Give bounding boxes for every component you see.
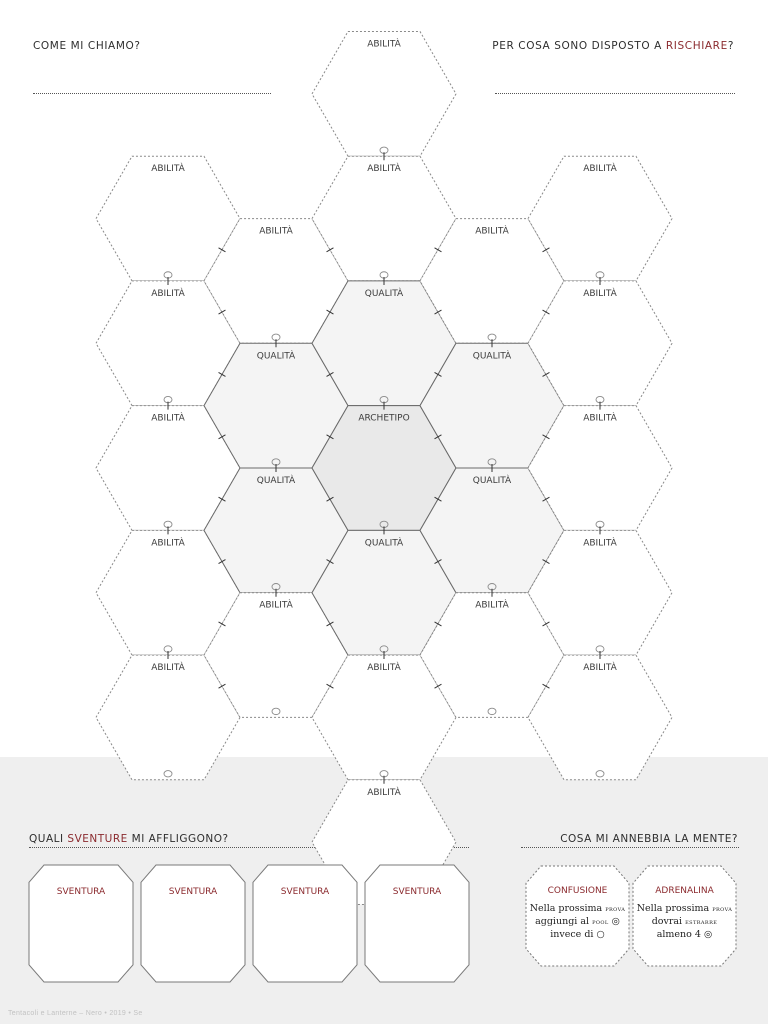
hex-grid (96, 32, 672, 905)
misfortune-slot[interactable] (29, 865, 133, 982)
mind-title: COSA MI ANNEBBIA LA MENTE? (560, 833, 738, 845)
condition-text-line: almeno 4 ◎ (656, 929, 713, 940)
condition-text-line: aggiungi al pool ◎ (535, 916, 620, 927)
hex-label: ABILITÀ (475, 226, 509, 237)
hex-label: ABILITÀ (583, 288, 617, 299)
condition-title: ADRENALINA (655, 886, 714, 896)
hex-label: ABILITÀ (259, 226, 293, 237)
hex-label: QUALITÀ (364, 288, 404, 299)
ability-hex[interactable] (312, 32, 456, 157)
risk-prompt-highlight: RISCHIARE (665, 40, 728, 52)
hex-label: QUALITÀ (472, 476, 512, 486)
condition-title: CONFUSIONE (547, 886, 608, 896)
misfortune-slots (29, 865, 469, 982)
hex-label: ABILITÀ (367, 663, 401, 674)
hex-label: ABILITÀ (475, 600, 509, 611)
hex-label: QUALITÀ (256, 476, 296, 486)
misfortune-label: SVENTURA (392, 887, 442, 897)
hex-label: ABILITÀ (151, 413, 185, 424)
hex-label: ABILITÀ (367, 164, 401, 175)
hex-label: ABILITÀ (367, 787, 401, 798)
hex-label: ABILITÀ (151, 663, 185, 674)
hex-label: ABILITÀ (259, 600, 293, 611)
misfortune-slot[interactable] (253, 865, 357, 982)
condition-text-line: dovrai estrarre (651, 916, 718, 927)
footer-note: Tentacoli e Lanterne – Nero • 2019 • Se (8, 1010, 143, 1017)
hex-label: ABILITÀ (367, 39, 401, 50)
hex-label: ABILITÀ (583, 538, 617, 549)
hex-label: ABILITÀ (583, 164, 617, 175)
condition-text-line: Nella prossima prova (636, 903, 733, 914)
hex-label: ABILITÀ (583, 663, 617, 674)
condition-adrenalina[interactable] (633, 866, 736, 966)
hex-label: ABILITÀ (151, 538, 185, 549)
hex-label: ABILITÀ (151, 164, 185, 175)
misfortunes-title: QUALI SVENTURE MI AFFLIGGONO? (29, 833, 229, 845)
misfortune-label: SVENTURA (280, 887, 330, 897)
hex-label: QUALITÀ (256, 351, 296, 362)
name-prompt: COME MI CHIAMO? (33, 40, 141, 52)
hex-label: ABILITÀ (151, 288, 185, 299)
misfortune-label: SVENTURA (56, 887, 106, 897)
risk-prompt: PER COSA SONO DISPOSTO A RISCHIARE? (492, 40, 734, 52)
hex-label: ARCHETIPO (358, 413, 410, 424)
misfortune-slot[interactable] (365, 865, 469, 982)
condition-text-line: Nella prossima prova (529, 903, 626, 914)
condition-confusione[interactable] (526, 866, 629, 966)
misfortune-slot[interactable] (141, 865, 245, 982)
misfortunes-title-highlight: SVENTURE (67, 833, 128, 845)
condition-text-line: invece di ○ (550, 929, 605, 940)
hex-label: ABILITÀ (583, 413, 617, 424)
hex-label: QUALITÀ (472, 351, 512, 362)
hex-label: QUALITÀ (364, 538, 404, 549)
mind-conditions (526, 866, 736, 966)
misfortune-label: SVENTURA (168, 887, 218, 897)
